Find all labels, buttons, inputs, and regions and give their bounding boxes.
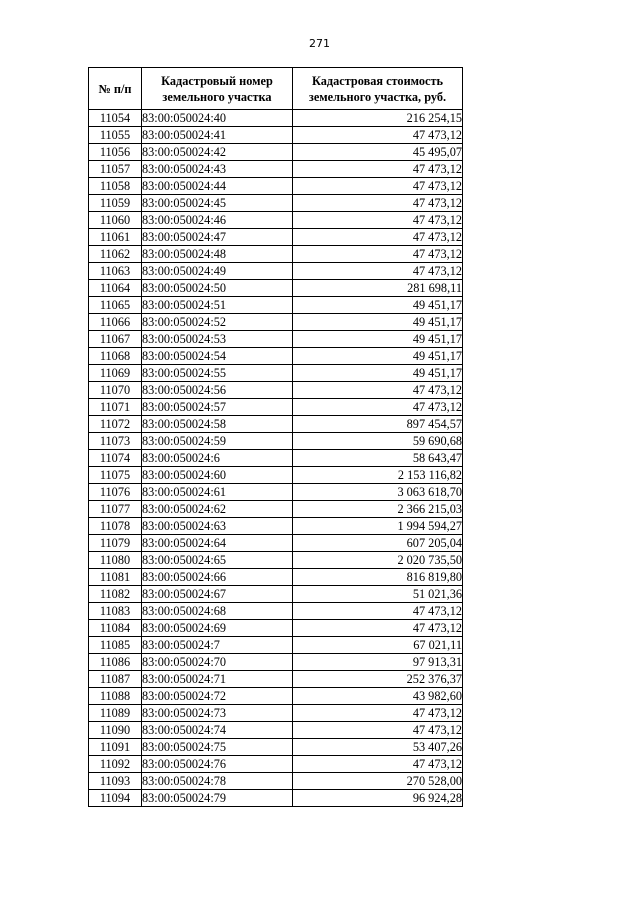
table-row [89, 739, 463, 756]
cadastral-value-cell: 47 473,12 [293, 161, 463, 178]
cadastral-number-cell: 83:00:050024:6 [142, 450, 293, 467]
row-number-cell: 11087 [89, 671, 142, 688]
cadastral-number-cell: 83:00:050024:60 [142, 467, 293, 484]
row-number-cell: 11083 [89, 603, 142, 620]
cadastral-number-cell: 83:00:050024:44 [142, 178, 293, 195]
cadastral-number-cell: 83:00:050024:54 [142, 348, 293, 365]
cadastral-number-cell: 83:00:050024:49 [142, 263, 293, 280]
cadastral-value-cell: 59 690,68 [293, 433, 463, 450]
cadastral-number-cell: 83:00:050024:74 [142, 722, 293, 739]
cadastral-number-cell: 83:00:050024:53 [142, 331, 293, 348]
cadastral-value-cell: 3 063 618,70 [293, 484, 463, 501]
cadastral-value-cell: 96 924,28 [293, 790, 463, 807]
cadastral-value-cell: 49 451,17 [293, 348, 463, 365]
row-number-cell: 11066 [89, 314, 142, 331]
cadastral-value-cell: 49 451,17 [293, 365, 463, 382]
cadastral-value-cell: 47 473,12 [293, 382, 463, 399]
row-number-cell: 11077 [89, 501, 142, 518]
cadastral-value-cell: 47 473,12 [293, 229, 463, 246]
cadastral-value-cell: 53 407,26 [293, 739, 463, 756]
table-row [89, 382, 463, 399]
row-number-cell: 11079 [89, 535, 142, 552]
cadastral-value-cell: 47 473,12 [293, 246, 463, 263]
cadastral-value-cell: 47 473,12 [293, 722, 463, 739]
row-number-cell: 11072 [89, 416, 142, 433]
row-number-cell: 11081 [89, 569, 142, 586]
row-number-cell: 11067 [89, 331, 142, 348]
row-number-cell: 11064 [89, 280, 142, 297]
table-row [89, 433, 463, 450]
cadastral-value-cell: 47 473,12 [293, 212, 463, 229]
row-number-cell: 11075 [89, 467, 142, 484]
cadastral-number-cell: 83:00:050024:79 [142, 790, 293, 807]
cadastral-value-cell: 47 473,12 [293, 195, 463, 212]
table-row [89, 229, 463, 246]
row-number-cell: 11092 [89, 756, 142, 773]
row-number-cell: 11093 [89, 773, 142, 790]
table-header [89, 68, 463, 110]
cadastral-value-cell: 47 473,12 [293, 127, 463, 144]
row-number-cell: 11059 [89, 195, 142, 212]
table-row [89, 178, 463, 195]
cadastral-number-cell: 83:00:050024:69 [142, 620, 293, 637]
table-row [89, 586, 463, 603]
cadastral-number-cell: 83:00:050024:48 [142, 246, 293, 263]
page-number: 271 [309, 37, 330, 50]
table-row [89, 756, 463, 773]
header-row-number: № п/п [89, 68, 142, 110]
table-row [89, 450, 463, 467]
row-number-cell: 11080 [89, 552, 142, 569]
row-number-cell: 11056 [89, 144, 142, 161]
cadastral-value-table [88, 67, 463, 807]
header-row [89, 68, 463, 110]
row-number-cell: 11057 [89, 161, 142, 178]
table-row [89, 705, 463, 722]
cadastral-value-cell: 47 473,12 [293, 178, 463, 195]
table-row [89, 484, 463, 501]
table-row [89, 416, 463, 433]
table-row [89, 637, 463, 654]
cadastral-value-cell: 270 528,00 [293, 773, 463, 790]
cadastral-number-cell: 83:00:050024:78 [142, 773, 293, 790]
table-row [89, 518, 463, 535]
table-row [89, 467, 463, 484]
table-row [89, 127, 463, 144]
cadastral-number-cell: 83:00:050024:56 [142, 382, 293, 399]
table-row [89, 603, 463, 620]
row-number-cell: 11084 [89, 620, 142, 637]
table-row [89, 280, 463, 297]
table-body [89, 110, 463, 807]
cadastral-number-cell: 83:00:050024:50 [142, 280, 293, 297]
cadastral-value-cell: 216 254,15 [293, 110, 463, 127]
cadastral-number-cell: 83:00:050024:64 [142, 535, 293, 552]
row-number-cell: 11094 [89, 790, 142, 807]
table-row [89, 314, 463, 331]
cadastral-value-cell: 816 819,80 [293, 569, 463, 586]
cadastral-value-cell: 47 473,12 [293, 263, 463, 280]
table-row [89, 773, 463, 790]
table-row [89, 535, 463, 552]
cadastral-value-cell: 2 153 116,82 [293, 467, 463, 484]
cadastral-number-cell: 83:00:050024:73 [142, 705, 293, 722]
cadastral-value-cell: 2 020 735,50 [293, 552, 463, 569]
cadastral-number-cell: 83:00:050024:46 [142, 212, 293, 229]
table-row [89, 501, 463, 518]
table-row [89, 331, 463, 348]
table-row [89, 620, 463, 637]
cadastral-number-cell: 83:00:050024:63 [142, 518, 293, 535]
row-number-cell: 11091 [89, 739, 142, 756]
cadastral-number-cell: 83:00:050024:43 [142, 161, 293, 178]
row-number-cell: 11071 [89, 399, 142, 416]
row-number-cell: 11085 [89, 637, 142, 654]
cadastral-number-cell: 83:00:050024:47 [142, 229, 293, 246]
cadastral-value-cell: 47 473,12 [293, 756, 463, 773]
cadastral-number-cell: 83:00:050024:66 [142, 569, 293, 586]
cadastral-value-cell: 2 366 215,03 [293, 501, 463, 518]
table-row [89, 790, 463, 807]
cadastral-value-cell: 607 205,04 [293, 535, 463, 552]
row-number-cell: 11070 [89, 382, 142, 399]
row-number-cell: 11089 [89, 705, 142, 722]
row-number-cell: 11068 [89, 348, 142, 365]
cadastral-value-cell: 67 021,11 [293, 637, 463, 654]
cadastral-number-cell: 83:00:050024:68 [142, 603, 293, 620]
cadastral-value-cell: 45 495,07 [293, 144, 463, 161]
cadastral-value-cell: 47 473,12 [293, 603, 463, 620]
cadastral-value-cell: 49 451,17 [293, 331, 463, 348]
row-number-cell: 11058 [89, 178, 142, 195]
cadastral-value-cell: 897 454,57 [293, 416, 463, 433]
cadastral-value-cell: 47 473,12 [293, 399, 463, 416]
cadastral-value-cell: 1 994 594,27 [293, 518, 463, 535]
table-row [89, 144, 463, 161]
table-row [89, 195, 463, 212]
row-number-cell: 11063 [89, 263, 142, 280]
table-row [89, 212, 463, 229]
table-row [89, 365, 463, 382]
cadastral-value-cell: 58 643,47 [293, 450, 463, 467]
cadastral-number-cell: 83:00:050024:62 [142, 501, 293, 518]
table-row [89, 110, 463, 127]
row-number-cell: 11054 [89, 110, 142, 127]
table-row [89, 552, 463, 569]
row-number-cell: 11076 [89, 484, 142, 501]
table-row [89, 688, 463, 705]
table-row [89, 348, 463, 365]
cadastral-value-cell: 281 698,11 [293, 280, 463, 297]
table-row [89, 263, 463, 280]
cadastral-number-cell: 83:00:050024:57 [142, 399, 293, 416]
row-number-cell: 11062 [89, 246, 142, 263]
cadastral-number-cell: 83:00:050024:65 [142, 552, 293, 569]
row-number-cell: 11060 [89, 212, 142, 229]
cadastral-value-cell: 49 451,17 [293, 297, 463, 314]
cadastral-value-cell: 252 376,37 [293, 671, 463, 688]
cadastral-number-cell: 83:00:050024:45 [142, 195, 293, 212]
row-number-cell: 11069 [89, 365, 142, 382]
row-number-cell: 11086 [89, 654, 142, 671]
table-row [89, 161, 463, 178]
cadastral-value-cell: 47 473,12 [293, 620, 463, 637]
cadastral-number-cell: 83:00:050024:76 [142, 756, 293, 773]
cadastral-number-cell: 83:00:050024:7 [142, 637, 293, 654]
row-number-cell: 11065 [89, 297, 142, 314]
table-row [89, 246, 463, 263]
table-row [89, 399, 463, 416]
cadastral-value-cell: 51 021,36 [293, 586, 463, 603]
row-number-cell: 11055 [89, 127, 142, 144]
cadastral-number-cell: 83:00:050024:52 [142, 314, 293, 331]
table-row [89, 569, 463, 586]
row-number-cell: 11074 [89, 450, 142, 467]
cadastral-number-cell: 83:00:050024:70 [142, 654, 293, 671]
table-row [89, 671, 463, 688]
cadastral-number-cell: 83:00:050024:51 [142, 297, 293, 314]
row-number-cell: 11078 [89, 518, 142, 535]
cadastral-number-cell: 83:00:050024:41 [142, 127, 293, 144]
cadastral-number-cell: 83:00:050024:58 [142, 416, 293, 433]
table-row [89, 654, 463, 671]
cadastral-number-cell: 83:00:050024:55 [142, 365, 293, 382]
row-number-cell: 11082 [89, 586, 142, 603]
cadastral-value-cell: 43 982,60 [293, 688, 463, 705]
cadastral-number-cell: 83:00:050024:72 [142, 688, 293, 705]
table-row [89, 722, 463, 739]
table-row [89, 297, 463, 314]
row-number-cell: 11088 [89, 688, 142, 705]
cadastral-value-cell: 49 451,17 [293, 314, 463, 331]
row-number-cell: 11061 [89, 229, 142, 246]
row-number-cell: 11090 [89, 722, 142, 739]
header-cadastral-value: Кадастровая стоимость земельного участка, руб. [293, 68, 463, 110]
cadastral-value-cell: 47 473,12 [293, 705, 463, 722]
cadastral-number-cell: 83:00:050024:71 [142, 671, 293, 688]
cadastral-number-cell: 83:00:050024:67 [142, 586, 293, 603]
row-number-cell: 11073 [89, 433, 142, 450]
cadastral-number-cell: 83:00:050024:75 [142, 739, 293, 756]
cadastral-number-cell: 83:00:050024:61 [142, 484, 293, 501]
header-cadastral-number: Кадастровый номер земельного участка [142, 68, 293, 110]
cadastral-number-cell: 83:00:050024:42 [142, 144, 293, 161]
cadastral-number-cell: 83:00:050024:59 [142, 433, 293, 450]
cadastral-value-cell: 97 913,31 [293, 654, 463, 671]
cadastral-number-cell: 83:00:050024:40 [142, 110, 293, 127]
